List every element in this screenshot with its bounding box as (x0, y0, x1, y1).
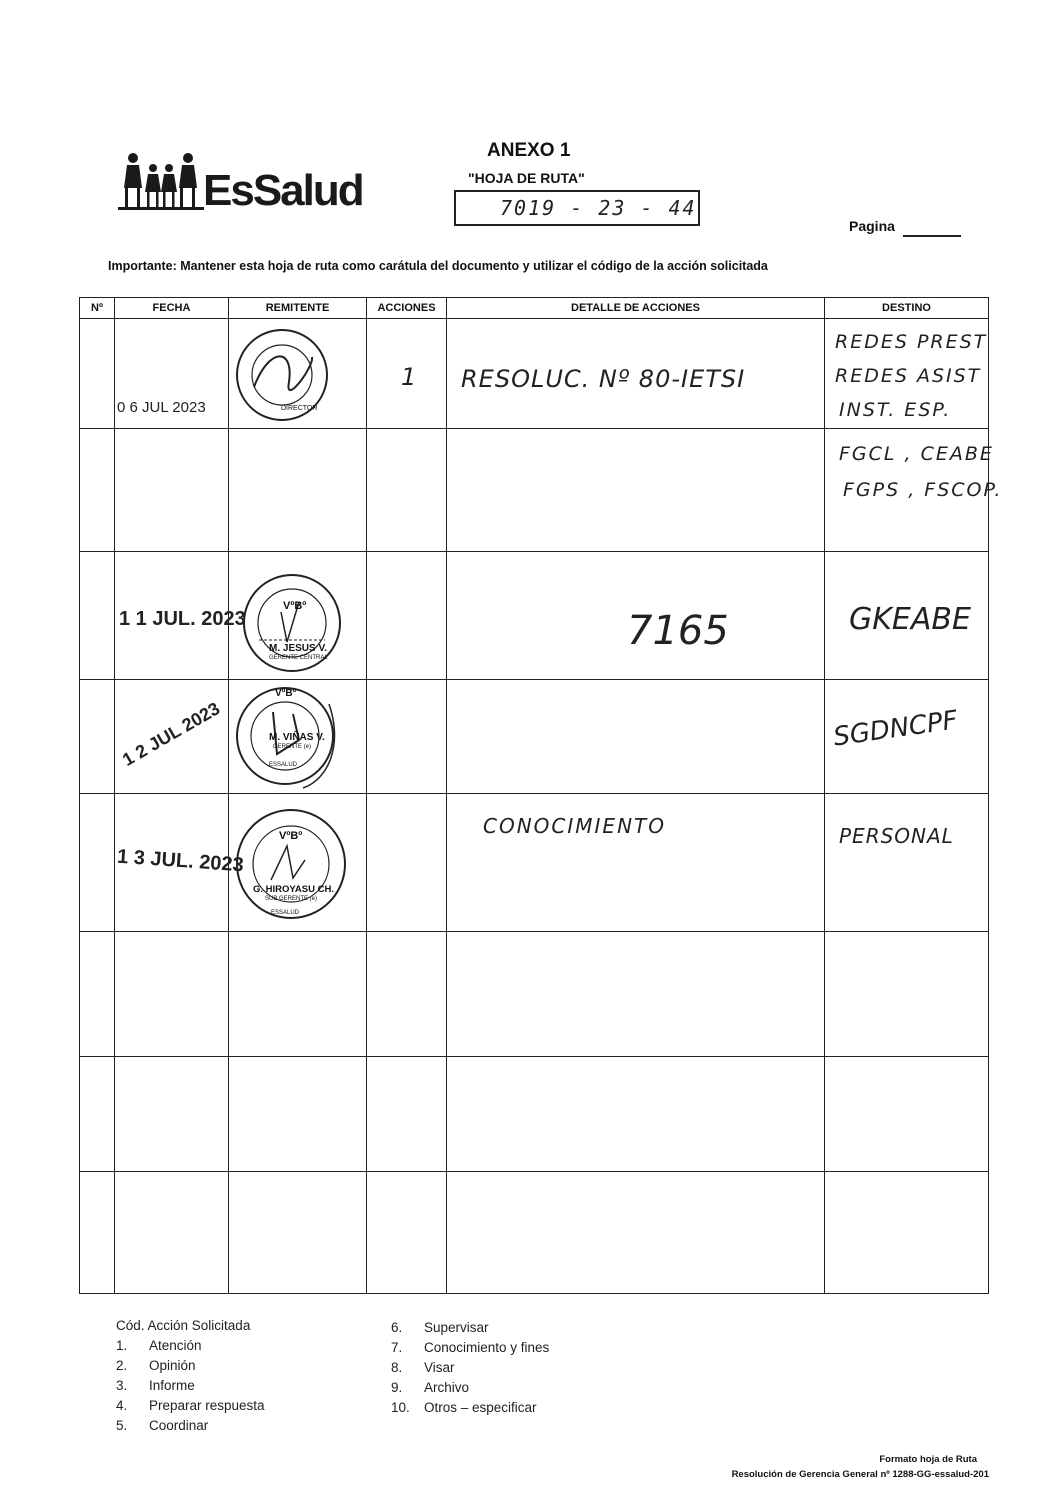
cell-acciones (367, 794, 447, 932)
hoja-de-ruta-title: "HOJA DE RUTA" (468, 170, 585, 186)
accion-code: 1 (401, 363, 417, 391)
col-header-acciones: ACCIONES (367, 298, 447, 319)
detalle-text: RESOLUC. Nº 80-IETSI (461, 365, 746, 393)
table-row (80, 794, 989, 932)
cell-destino (825, 794, 989, 932)
seal-name: M. VIÑAS V. (269, 732, 325, 743)
cell-fecha (115, 552, 246, 680)
col-header-detalle: DETALLE DE ACCIONES (447, 298, 825, 319)
col-header-destino: DESTINO (825, 298, 989, 319)
cell-fecha (115, 794, 245, 932)
legend-item: 9. Archivo (391, 1380, 470, 1395)
cell-detalle (447, 794, 825, 932)
seal-role: GERENTE CENTRAL (269, 655, 328, 661)
detalle-text: 7165 (627, 608, 729, 654)
cell-no (80, 319, 115, 429)
destino-line: SGDNCPF (831, 705, 960, 753)
col-header-fecha: FECHA (115, 298, 229, 319)
table-row (80, 932, 989, 1057)
legend-item: 7. Conocimiento y fines (391, 1340, 550, 1355)
cell-destino (825, 319, 989, 429)
cell-acciones (367, 680, 447, 794)
table-row (80, 1057, 989, 1172)
essalud-logo-text: EsSalud (203, 166, 363, 215)
col-header-no: Nº (80, 298, 115, 319)
anexo-title: ANEXO 1 (487, 140, 571, 161)
seal-vobo: VºBº (279, 830, 303, 842)
seal-name: DIRECTOR (281, 405, 318, 412)
seal-vobo: VºBº (283, 600, 307, 612)
legend-item: 4. Preparar respuesta (116, 1398, 265, 1413)
col-header-remitente: REMITENTE (229, 298, 367, 319)
seal-org: ESSALUD (271, 910, 300, 916)
legend-col-2 (391, 1320, 549, 1420)
table-row (80, 552, 989, 680)
destino-line: FGPS , FSCOP. (843, 479, 1003, 501)
legend-item: 3. Informe (116, 1378, 195, 1393)
cell-remitente (229, 552, 367, 680)
destino-line: INST. ESP. (839, 399, 952, 421)
cell-fecha (115, 680, 229, 794)
destino-line: REDES ASIST (835, 365, 982, 387)
destino-line: GKEABE (849, 602, 971, 637)
cell-detalle (447, 680, 825, 794)
cell-destino (825, 429, 1003, 552)
date-stamp: 1 2 JUL 2023 (119, 698, 224, 770)
cell-no (80, 794, 115, 932)
seal-name: M. JESUS V. (269, 643, 327, 654)
date-stamp: 1 3 JUL. 2023 (116, 845, 245, 877)
cell-detalle (447, 319, 825, 429)
destino-line: REDES PREST (835, 331, 988, 353)
destino-line: FGCL , CEABE (839, 443, 994, 465)
cell-detalle (447, 552, 825, 680)
destino-line: PERSONAL (839, 824, 954, 848)
legend-item: 8. Visar (391, 1360, 455, 1375)
seal-name: G. HIROYASU CH. (253, 884, 334, 895)
seal-org: ESSALUD (269, 762, 298, 768)
date-stamp: 1 1 JUL. 2023 (119, 608, 246, 630)
importante-note: Importante: Mantener esta hoja de ruta como carátula del documento y utilizar el código de la acción solicitada (108, 259, 768, 273)
seal-role: GERENTE (e) (273, 744, 312, 750)
legend-col-1 (116, 1318, 265, 1438)
cell-no (80, 429, 115, 552)
cell-acciones (367, 319, 447, 429)
table-row (80, 680, 989, 794)
cell-remitente (229, 429, 367, 552)
routing-table (79, 297, 1003, 1294)
cell-acciones (367, 429, 447, 552)
cell-detalle (447, 429, 825, 552)
cell-destino (825, 552, 989, 680)
cell-no (80, 552, 115, 680)
cell-remitente (229, 794, 367, 932)
legend-item: 10. Otros – especificar (391, 1400, 537, 1415)
seal-vobo: VºBº (275, 688, 297, 699)
legend-item: 6. Supervisar (391, 1320, 489, 1335)
essalud-logo-figures-icon (118, 152, 204, 212)
cell-remitente (229, 680, 367, 794)
cell-destino (825, 680, 989, 794)
legend-item: 2. Opinión (116, 1358, 196, 1373)
pagina-label: Pagina (849, 218, 895, 234)
table-row (80, 1172, 989, 1294)
cell-remitente (229, 319, 367, 429)
legend-item: 5. Coordinar (116, 1418, 209, 1433)
cell-fecha (115, 319, 229, 429)
route-code: 7019 - 23 - 44 (500, 196, 697, 220)
legend-title: Cód. Acción Solicitada (116, 1318, 251, 1333)
seal-role: SUB GERENTE (e) (265, 896, 318, 902)
footer-resolution: Resolución de Gerencia General nº 1288-GG-essalud-201 (731, 1469, 989, 1480)
legend-item: 1. Atención (116, 1338, 202, 1353)
date-stamp: 0 6 JUL 2023 (117, 399, 206, 416)
cell-fecha (115, 429, 229, 552)
seal-stamp-icon (231, 806, 353, 922)
table-row (80, 319, 989, 429)
detalle-text: CONOCIMIENTO (483, 814, 666, 838)
table-row (80, 429, 989, 552)
footer-format: Formato hoja de Ruta (879, 1454, 977, 1465)
pagina-blank (903, 235, 961, 237)
cell-acciones (367, 552, 447, 680)
cell-no (80, 680, 115, 794)
